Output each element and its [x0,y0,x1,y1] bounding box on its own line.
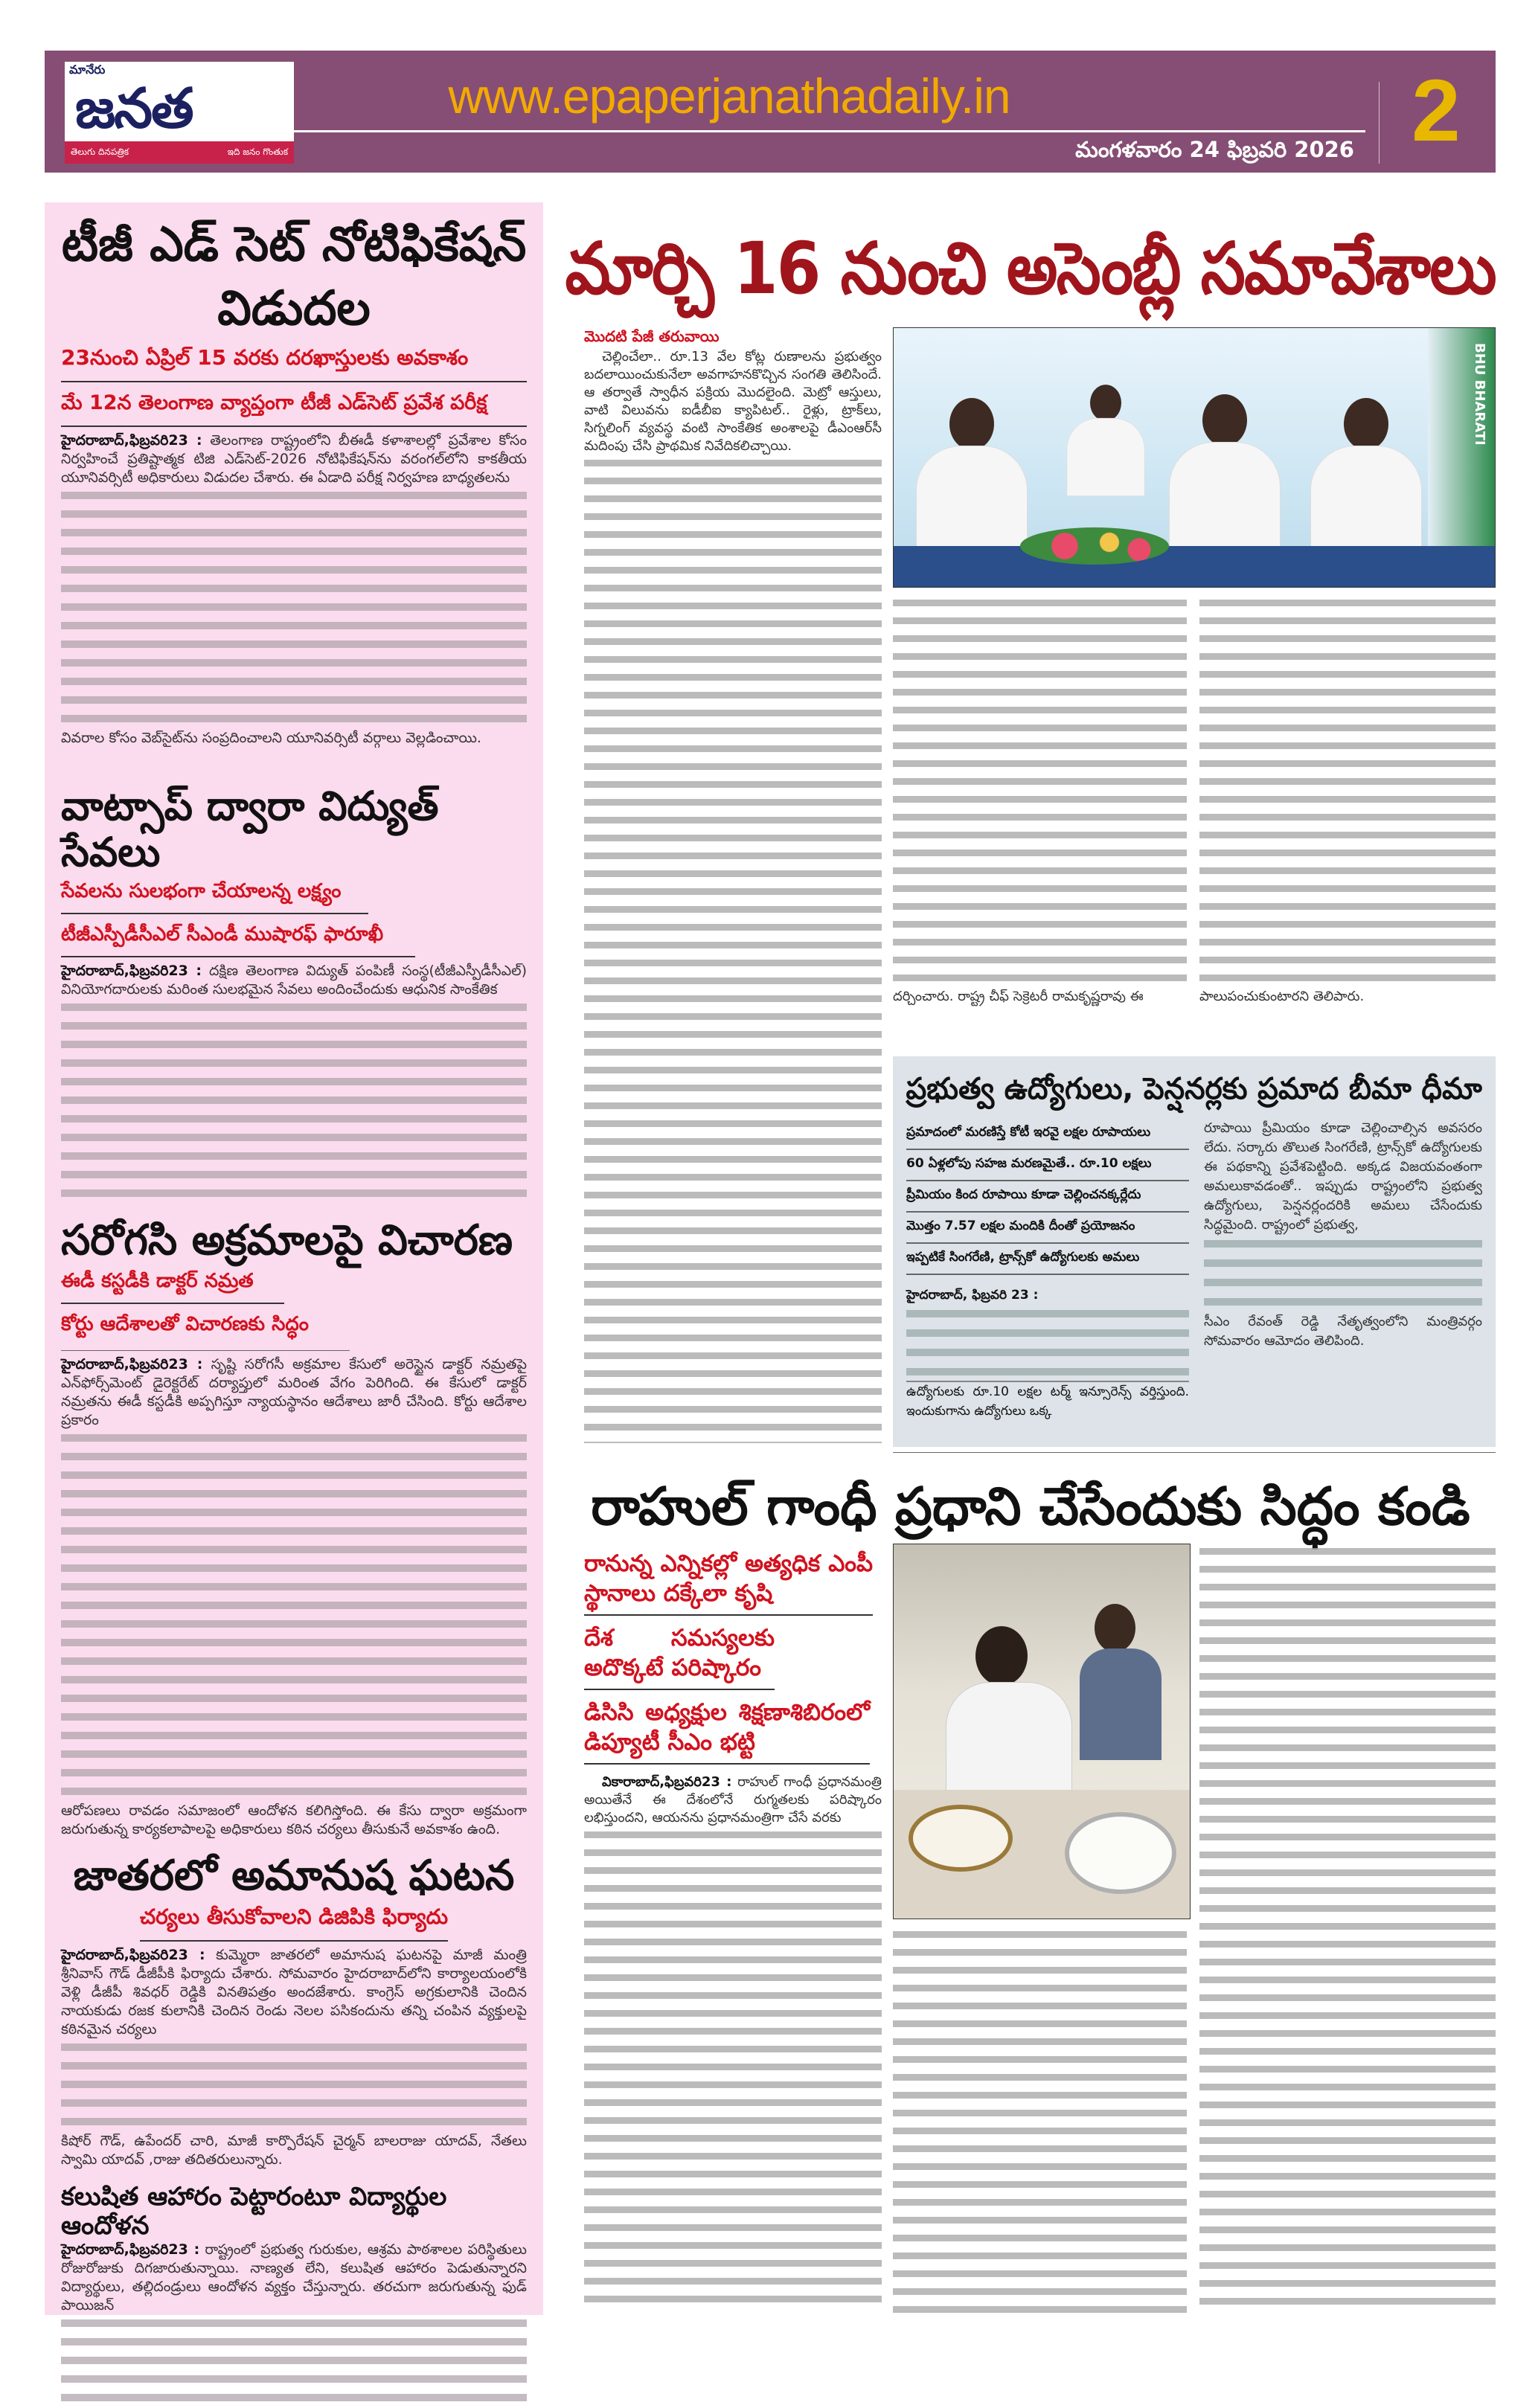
insurance-body-continued [1204,1235,1482,1312]
insurance-col1-end: ఉద్యోగులకు రూ.10 లక్షల టర్మ్ ఇన్సూరెన్స్ వర్తిస్తుంది. ఇందుకుగాను ఉద్యోగులు ఒక్క [906,1384,1189,1419]
article-body-end: ఆరోపణలు రావడం సమాజంలో ఆందోళన కలిగిస్తోంది. ఈ కేసు ద్వారా అక్రమంగా జరుగుతున్న కార్యకలాపాలపై అధికారులు కఠిన చర్యలు తీసుకునే అవకాశం ఉంది. [61,1802,527,1837]
lead-body: చెల్లించేలా.. రూ.13 వేల కోట్ల రుణాలను ప్రభుత్వం బదలాయించుకునేలా అవగాహనకొచ్చిన సంగతి తెలిసిందే. ఆ తర్వాతే స్వాధీన పక్రియ మొదలైంది. మెట్రో ఆస్తులు, వాటి విలువను ఐడీబీఐ క్యాపిటల్.. రైళ్లు, ట్రాక్‌లు, సిగ్నలింగ్ వ్యవస్థ వంటి సాంకేతిక అంశాలపై డీఎంఆర్‌సీ మదింపు చేసి ప్రాథమిక నివేదికలిచ్చాయి. [584,349,882,454]
insurance-col2-end: సీఎం రేవంత్ రెడ్డి నేతృత్వంలోని మంత్రివర్గం సోమవారం ఆమోదం తెలిపింది. [1204,1314,1482,1349]
article-title: కలుషిత ఆహారం పెట్టారంటూ విద్యార్థుల ఆందోళన [61,2181,447,2241]
rahul-story-photo[interactable] [893,1544,1191,1919]
article-body [61,1946,527,2039]
photo-person-head [975,1626,1028,1686]
lead-column-3 [1199,595,1496,1027]
article-body-continued [61,999,527,1204]
article-body-text: రాష్ట్రంలో ప్రభుత్వ గురుకుల, ఆశ్రమ పాఠశాలల పరిస్థితులు రోజురోజుకు దిగజారుతున్నాయి. నాణ్యత లేని, కలుషిత ఆహారం పెడుతున్నారని విద్యార్థులు, తల్లిదండ్రులు ఆందోళన వ్యక్తం చేస్తున్నారు. తరచుగా జరుగుతున్న ఫుడ్ పాయిజన్ [61,2241,527,2314]
lead-photo[interactable] [893,327,1496,588]
insurance-col2-start: రూపాయి ప్రీమియం కూడా చెల్లించాల్సిన అవసరం లేదు. సర్కారు తొలుత సింగరేణి, ట్రాన్స్‌కో ఉద్యోగులకు ఈ పథకాన్ని ప్రవేశపెట్టింది. అక్కడ విజయవంతంగా అమలుకావడంతో.. ఇప్పుడు రాష్ట్రంలోని ప్రభుత్వ ఉద్యోగులు, పెన్షనర్లందరికి అమలు చేసేందుకు సిద్ధమైంది. రాష్ట్రంలో ప్రభుత్వ, [1204,1120,1482,1233]
article-title: సరోగసి అక్రమాలపై విచారణ [61,1216,513,1265]
article-body-continued [61,1430,527,1802]
photo-person [916,398,1028,557]
insurance-headline[interactable]: ప్రభుత్వ ఉద్యోగులు, పెన్షనర్లకు ప్రమాద బీమా ధీమా [906,1072,1483,1106]
insurance-headline-wrap [906,1070,1482,1108]
article-body-continued [61,2315,527,2408]
dateline: హైదరాబాద్,ఫిబ్రవరి23 : [61,432,202,449]
lead-column-2 [893,595,1187,1027]
rahul-headline-wrap [565,1473,1496,1543]
highlight-item: ప్రమాదంలో మరణిస్తే కోటీ ఇరవై లక్షల రూపాయలు [906,1119,1189,1150]
lead-body-continued [893,595,1187,988]
article-subhead: సేవలను సులభంగా చేయాలన్న లక్ష్యం [61,876,368,914]
photo-person [1169,394,1281,553]
dateline: హైదరాబాద్,ఫిబ్రవరి23 : [61,963,202,980]
dateline: హైదరాబాద్,ఫిబ్రవరి23 : [61,1355,203,1372]
photo-person-body [1080,1648,1161,1760]
article-jathara-incident [61,1852,527,2169]
rahul-body-text: రాహుల్ గాంధీ ప్రధానమంత్రి అయితేనే ఈ దేశంలోనే రుగ్మతలకు పరిష్కారం లభిస్తుందని, ఆయనను ప్రధానమంత్రిగా చేసే వరకు [584,1774,882,1826]
dateline: హైదరాబాద్, ఫిబ్రవరి 23 : [906,1288,1039,1303]
rahul-column-2 [893,1927,1187,2314]
lead-col3-end: పాలుపంచుకుంటారని తెలిపారు. [1199,989,1365,1004]
rahul-column-1 [584,1547,882,2314]
masthead-divider [290,130,1365,132]
article-body-continued [61,487,527,729]
rahul-body-continued [1199,1544,1496,2314]
photo-food-bowl [1065,1812,1176,1894]
logo-wordmark: జనత [75,77,193,141]
continued-from-front-page: మొదటి పేజీ తరువాయి [584,327,720,345]
photo-table [894,546,1495,587]
article-body-continued [61,2039,527,2132]
sidebar-news-column [45,202,543,2315]
insurance-col1 [906,1285,1189,1421]
article-contaminated-food [61,2183,527,2408]
article-surrogacy [61,1217,527,1838]
lead-body-continued [584,455,882,1443]
insurance-col2 [1204,1119,1482,1351]
highlight-item: మొత్తం 7.57 లక్షల మందికి దీంతో ప్రయోజనం [906,1213,1189,1244]
article-body-text: తెలంగాణ రాష్ట్రంలోని బీఈడీ కళాశాలల్లో ప్రవేశాల కోసం నిర్వహించే ప్రతిష్టాత్మక టిజి ఎడ్‌సెట్-2026 నోటిఫికేషన్‌ను వరంగల్‌లోని కాకతీయ యూనివర్సిటీ అధికారులు విడుదల చేశారు. ఈ ఏడాది పరీక్ష నిర్వహణ బాధ్యతలను [61,432,527,486]
article-tg-edcet [61,213,527,748]
highlight-item: 60 ఏళ్లలోపు సహజ మరణమైతే.. రూ.10 లక్షలు [906,1150,1189,1181]
article-title: జాతరలో అమానుష ఘటన [73,1851,515,1900]
section-divider [893,1452,1496,1453]
masthead [45,51,1496,173]
photo-person-head [1095,1604,1135,1652]
photo-person [1067,385,1145,496]
rahul-subhead: డిసిసి అధ్యక్షుల శిక్షణాశిబిరంలో డిప్యూటీ సీఎం భట్టి [584,1696,870,1765]
article-subhead: టీజీఎస్పీడీసీఎల్ సీఎండీ ముషారఫ్ ఫారూఖీ [61,919,415,957]
dateline: వికారాబాద్,ఫిబ్రవరి23 : [602,1774,732,1790]
lead-body-continued [1199,595,1496,988]
insurance-story-box [893,1056,1496,1447]
logo-tag-right: ఇది జనం గొంతుక [227,146,288,157]
article-title: టీజీ ఎడ్ సెట్ నోటిఫికేషన్ విడుదల [61,217,527,336]
article-title: వాట్సాప్ ద్వారా విద్యుత్ సేవలు [61,783,439,876]
rahul-body [584,1773,882,1827]
page-number: 2 [1412,62,1461,160]
article-subhead: ఈడీ కస్టడీకి డాక్టర్ నమ్రత [61,1265,284,1304]
rahul-headline[interactable]: రాహుల్ గాంధీ ప్రధాని చేసేందుకు సిద్ధం కండి [591,1476,1470,1537]
photo-person [1310,398,1422,557]
photo-food-bowl [909,1805,1013,1872]
article-body [61,2241,527,2315]
article-body [61,431,527,487]
logo[interactable] [65,62,294,164]
logo-small-text: మానేరు [69,62,106,77]
rahul-subhead: రానున్న ఎన్నికల్లో అత్యధిక ఎంపీ స్థానాలు దక్కేలా కృషి [584,1547,873,1616]
logo-tag-left: తెలుగు దినపత్రిక [71,146,129,157]
masthead-vertical-divider [1379,82,1380,164]
article-body-end: వివరాల కోసం వెబ్‌సైట్‌ను సంప్రదించాలని యూనివర్సిటీ వర్గాలు వెల్లడించాయి. [61,730,481,746]
issue-date: మంగళవారం 24 ఫిబ్రవరి 2026 [1075,137,1354,162]
highlight-list [906,1119,1189,1421]
highlight-item: ప్రీమియం కింద రూపాయి కూడా చెల్లించనక్కర్లేదు [906,1181,1189,1213]
rahul-body-continued [893,1927,1187,2314]
article-body [61,962,527,999]
article-subhead: 23నుంచి ఏప్రిల్ 15 వరకు దరఖాస్తులకు అవకాశం [61,341,527,382]
rahul-body-continued [584,1827,882,2314]
website-url[interactable]: www.epaperjanathadaily.in [448,68,1010,123]
dateline: హైదరాబాద్,ఫిబ్రవరి23 : [61,1946,205,1963]
article-body-end: కిషోర్ గౌడ్, ఉపేందర్ చారి, మాజీ కార్పొరేషన్ చైర్మన్ బాలరాజు యాదవ్, నేతలు స్వామి యాదవ్ ,రాజు తదితరులున్నారు. [61,2132,527,2168]
highlight-item: ఇప్పటికే సింగరేణి, ట్రాన్స్‌కో ఉద్యోగులకు అమలు [906,1244,1189,1275]
article-subhead: మే 12న తెలంగాణ వ్యాప్తంగా టీజీ ఎడ్‌సెట్ ప్రవేశ పరీక్ష [61,387,527,427]
lead-headline[interactable]: మార్చి 16 నుంచి అసెంబ్లీ సమావేశాలు [565,227,1496,310]
dateline: హైదరాబాద్,ఫిబ్రవరి23 : [61,2241,200,2258]
article-subhead: కోర్టు ఆదేశాలతో విచారణకు సిద్ధం [61,1312,309,1335]
photo-banner-text: BHU BHARATI [1472,343,1487,446]
subhead-rule [61,1350,350,1351]
logo-tagline-band [65,141,294,164]
photo-flower-bouquet [1020,527,1169,565]
article-body-text: కుమ్మెరా జాతరలో అమానుష ఘటనపై మాజీ మంత్రి శ్రీనివాస్ గౌడ్ డీజీపీకి ఫిర్యాదు చేశారు. సోమవారం హైదరాబాద్‌లోని కార్యాలయంలోకి వెళ్లి డీజీపీ శివధర్ రెడ్డికి వినతిపత్రం అందజేశారు. కాంగ్రెస్ అగ్రకులానికి చెందిన నాయకుడు రజక కులానికి చెందిన రెండు నెలల పసికందును తన్ని చంపిన వ్యక్తులపై కఠినమైన చర్యలు [61,1946,527,2038]
article-whatsapp-power [61,783,527,1204]
insurance-body-continued [906,1305,1189,1382]
article-body-text: సృష్టి సరోగసీ అక్రమాల కేసులో అరెస్టైన డాక్టర్ నమ్రతపై ఎన్‌ఫోర్స్‌మెంట్ డైరెక్టరేట్ దర్యాప్తులో మరింత వేగం పెరిగింది. ఈ కేసులో డాక్టర్ నమ్రతను ఈడీ కస్టడీకి అప్పగిస్తూ న్యాయస్థానం ఆదేశాలు జారీ చేసింది. కోర్టు ఆదేశాల ప్రకారం [61,1355,527,1428]
lead-col2-end: దర్చించారు. రాష్ట్ర చీఫ్ సెక్రెటరీ రామకృష్ణరావు ఈ [893,989,1144,1004]
article-subhead: చర్యలు తీసుకోవాలని డిజిపికి ఫిర్యాదు [140,1900,448,1942]
article-body-text: దక్షిణ తెలంగాణ విద్యుత్ పంపిణీ సంస్థ(టీజీఎస్పీడీసీఎల్) వినియోగదారులకు మరింత సులభమైన సేవలు అందించేందుకు ఆధునిక సాంకేతిక [61,963,527,998]
article-body [61,1355,527,1430]
rahul-subhead: దేశ సమస్యలకు అదొక్కటే పరిష్కారం [584,1622,775,1690]
lead-headline-wrap [565,220,1496,321]
rahul-column-3 [1199,1544,1496,2314]
lead-column-1 [584,327,882,1443]
